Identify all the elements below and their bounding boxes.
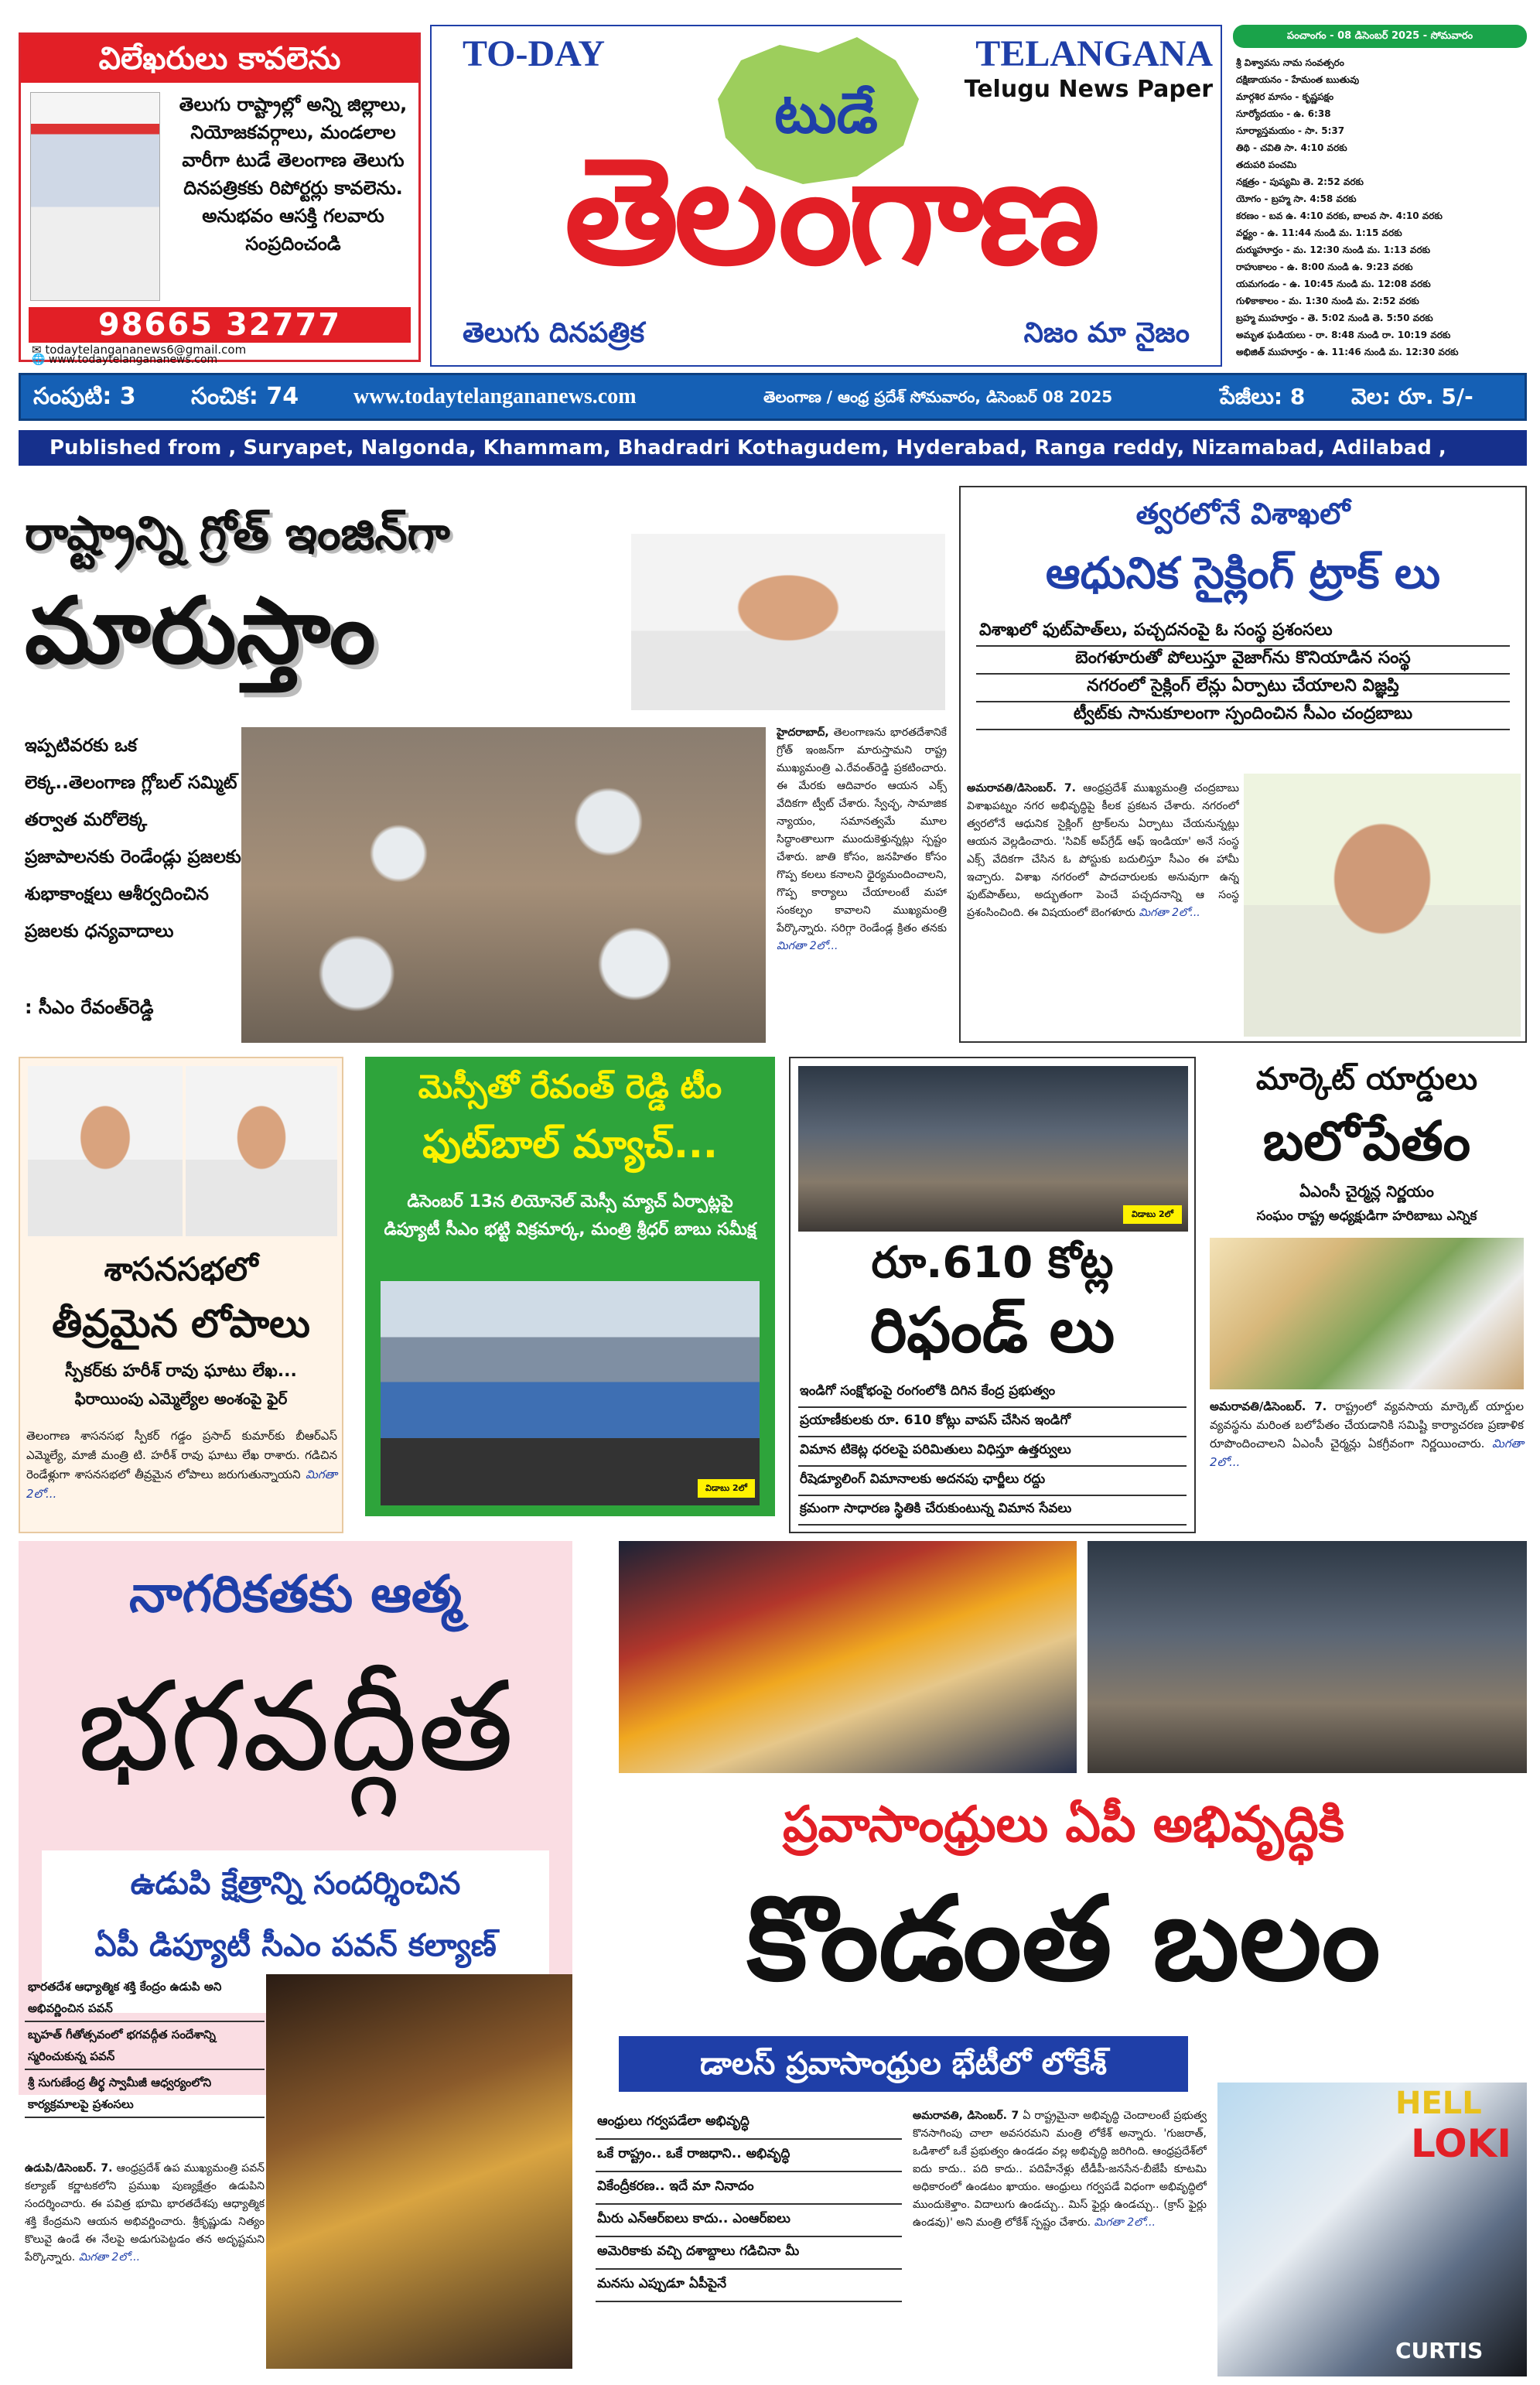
photo-text-curtis: CURTIS xyxy=(1395,2338,1484,2363)
market-kicker: మార్కెట్ యార్డులు xyxy=(1255,1061,1478,1097)
website-link[interactable]: www.todaytelangananews.com xyxy=(353,384,637,408)
messi-headline-1: మెస్సీతో రేవంత్ రెడ్డి టీం xyxy=(418,1068,722,1105)
vizag-bullets xyxy=(976,619,1510,730)
lokesh-speech-photo xyxy=(1217,2083,1527,2376)
refund-bullet: విమాన టికెట్ల ధరలపై పరిమితులు విధిస్తూ ఉత్తర్వులు xyxy=(798,1437,1187,1467)
vizag-bullet: నగరంలో సైక్లింగ్ లేన్లు ఏర్పాటు చేయాలని విజ్ఞప్తి xyxy=(976,675,1510,702)
nri-dateline: అమరావతి, డిసెంబర్. 7 xyxy=(913,2110,1019,2122)
nri-body xyxy=(913,2107,1207,2370)
panchangam-line: నక్షత్రం - పుష్యమి తె. 2:52 వరకు xyxy=(1236,176,1364,187)
lead-dateline: హైదరాబాద్, xyxy=(777,726,829,739)
refund-bullet: క్రమంగా సాధారణ స్థితికి చేరుకుంటున్న విమాన సేవలు xyxy=(798,1496,1187,1526)
panchangam-line: వర్జ్యం - ఉ. 11:44 నుండి మ. 1:15 వరకు xyxy=(1236,227,1402,238)
tagline-right: నిజం మా నైజం xyxy=(1023,317,1190,349)
nri-bullet: అమెరికాకు వచ్చి దశాబ్దాలు గడిచినా మీ xyxy=(596,2237,902,2270)
messi-photo-tag: విడాబు 2లో xyxy=(698,1479,755,1498)
ad-title: విలేఖరులు కావలెను xyxy=(21,35,418,83)
panchangam-line: యోగం - బ్రహ్మ సా. 4:58 వరకు xyxy=(1236,193,1357,204)
gita-body-text: ఆంధ్రప్రదేశ్ ఉప ముఖ్యమంత్రి పవన్ కల్యాణ్ కర్ణాటకలోని ప్రముఖ పుణ్యక్షేత్రం ఉడుపిని సందర్శించారు. ఈ పవిత్ర భూమి భారతదేశపు ఆధ్యాత్మిక శక్తి కేంద్రమని ఆయన అభివర్ణించారు. శ్రీకృష్ణుడు నిత్యం కొలువై ఉండే ఈ నేలపై అడుగుపెట్టడం తన అదృష్టమని పేర్కొన్నారు. xyxy=(25,2162,265,2264)
nri-bullets xyxy=(596,2107,902,2302)
volume: సంపుటి: 3 xyxy=(33,383,136,410)
refund-photo-tag: విడాబు 2లో xyxy=(1123,1205,1182,1224)
vizag-bullet: బెంగళూరుతో పోలుస్తూ వైజాగ్‌ను కొనియాడిన సంస్థ xyxy=(976,647,1510,675)
chandrababu-photo xyxy=(1244,774,1521,1037)
gita-bullets xyxy=(25,1974,265,2118)
panchangam-line: సూర్యోదయం - ఉ. 6:38 xyxy=(1236,108,1331,119)
gita-sub2: ఏపీ డిప్యూటీ సీఎం పవన్ కల్యాణ్ xyxy=(94,1928,497,1963)
lead-more-link[interactable]: మిగతా 2లో... xyxy=(777,940,838,952)
recruitment-ad xyxy=(19,32,421,366)
messi-story xyxy=(365,1057,775,1516)
messi-headline-2: ఫుట్‌బాల్ మ్యాచ్... xyxy=(422,1122,718,1167)
nri-bullet: వికేంద్రీకరణ.. ఇదే మా నినాదం xyxy=(596,2172,902,2205)
nri-more-link[interactable]: మిగతా 2లో... xyxy=(1094,2216,1156,2229)
messi-review-photo xyxy=(381,1281,760,1505)
vizag-headline: ఆధునిక సైక్లింగ్ ట్రాక్ లు xyxy=(1045,548,1441,599)
gita-more-link[interactable]: మిగతా 2లో... xyxy=(78,2251,141,2264)
market-more-link[interactable]: మిగతా 2లో... xyxy=(1210,1437,1524,1469)
gita-kicker: నాగరికతకు ఆత్మ xyxy=(128,1564,463,1624)
harish-body-text: తెలంగాణ శాసనసభ స్పీకర్ గడ్డం ప్రసాద్ కుమార్‌కు బీఆర్ఎస్ ఎమ్మెల్యే, మాజీ మంత్రి టి. హరీశ్ రావు ఘాటు లేఖ రాశారు. గడిచిన రెండేళ్లుగా శాసనసభలో తీవ్రమైన లోపాలు జరుగుతున్నాయని xyxy=(26,1429,337,1481)
published-from: Published from , Suryapet, Nalgonda, Khammam, Bhadradri Kothagudem, Hyderabad, Ranga reddy, Nizamabad, Adilabad , xyxy=(19,430,1527,466)
lead-body-text: తెలంగాణను భారతదేశానికే గ్రోత్ ఇంజన్‌గా మారుస్తామని రాష్ట్ర ముఖ్యమంత్రి ఎ.రేవంత్‌రెడ్డి ప్రకటించారు. ఈ మేరకు ఆదివారం ఆయన ఎక్స్ వేదికగా ట్వీట్ చేశారు. స్వేచ్ఛ, సామాజిక న్యాయం, సమానత్వమే మూల సిద్ధాంతాలుగా ముందుకెళ్తున్నట్లు స్పష్టం చేశారు. జాతి కోసం, జనహితం కోసం గొప్ప కలలు కనాలని ధైర్యమందించాలని, గొప్ప కార్యాలు చేయాలంటే మహా సంకల్పం కావాలని ముఖ్యమంత్రి పేర్కొన్నారు. సరిగ్గా రెండేండ్ల క్రితం తనకు xyxy=(777,726,947,935)
panchangam-line: శ్రీ విశ్వావసు నామ సంవత్సరం xyxy=(1236,57,1344,68)
messi-sub: డిసెంబర్ 13న లియోనెల్ మెస్సీ మ్యాచ్ ఏర్పాట్లపై డిప్యూటీ సీఎం భట్టి విక్రమార్క, మంత్రి శ్రీధర్ బాబు సమీక్ష xyxy=(384,1192,756,1239)
gita-bullet: బృహత్ గీతోత్సవంలో భగవద్గీత సందేశాన్ని స్మరించుకున్న పవన్ xyxy=(25,2022,265,2070)
masthead-sub: Telugu News Paper xyxy=(964,76,1213,103)
vizag-bullet: ట్వీట్‌కు సానుకూలంగా స్పందించిన సీఎం చంద్రబాబు xyxy=(976,702,1510,730)
logo-big: తెలంగాణ xyxy=(564,126,1096,297)
panchangam-line: దుర్ముహూర్తం - మ. 12:30 నుండి మ. 1:13 వరకు xyxy=(1236,244,1430,255)
summit-aerial-photo xyxy=(241,727,766,1043)
market-headline: బలోపేతం xyxy=(1262,1109,1471,1173)
panchangam-line: కరణం - బవ ఉ. 4:10 వరకు, బాలవ సా. 4:10 వరకు xyxy=(1236,210,1443,221)
ad-website-text: www.todaytelangananews.com xyxy=(48,354,218,366)
harish-sub1: స్పీకర్‌కు హరీశ్ రావు ఘాటు లేఖ... xyxy=(65,1362,297,1381)
ad-newspaper-image xyxy=(30,92,160,301)
panchangam-line: సూర్యాస్తమయం - సా. 5:37 xyxy=(1236,125,1345,136)
lead-body xyxy=(777,724,947,1044)
panchangam-line: గుళికాకాలం - మ. 1:30 నుండి మ. 2:52 వరకు xyxy=(1236,296,1419,306)
panchangam-lines xyxy=(1236,54,1527,360)
vizag-more-link[interactable]: మిగతా 2లో... xyxy=(1139,907,1200,919)
ad-email-text: todaytelangananews6@gmail.com xyxy=(45,343,247,357)
gita-sub1: ఉడుపి క్షేత్రాన్ని సందర్శించిన xyxy=(130,1866,461,1902)
gita-bullet: శ్రీ సుగుణేంద్ర తీర్థ స్వామీజీ ఆధ్వర్యంలోని కార్యక్రమాలపై ప్రశంసలు xyxy=(25,2070,265,2118)
logo-small: టుడే xyxy=(774,80,878,145)
vizag-body xyxy=(967,780,1239,1037)
panchangam-line: అమృత ఘడియలు - రా. 8:48 నుండి రా. 10:19 వరకు xyxy=(1236,330,1451,340)
harish-sub2: ఫిరాయింపు ఎమ్మెల్యేల అంశంపై ఫైర్ xyxy=(74,1389,288,1408)
panchangam xyxy=(1233,25,1527,367)
nri-body-text: ఏ రాష్ట్రమైనా అభివృద్ధి చెందాలంటే ప్రభుత్వ కొనసాగింపు చాలా అవసరమని మంత్రి లోకేశ్ అన్నారు. 'గుజరాత్, ఒడిశాలో ఒకే ప్రభుత్వం ఉండడం వల్ల అభివృద్ధి జరిగింది. ఆంధ్రప్రదేశ్‌లో ఐదు కాదు.. పది కాదు.. పదిహేనేళ్లు టీడీపీ-జనసేన-బీజేపీ కూటమి అధికారంలో ఉండటం ఖాయం. ఆంధ్రులు గర్వపడే విధంగా అభివృద్ధిలో ముందుకెళ్తాం. విదాలుగు ఉండచ్చు.. మిస్ ఫైర్లు ఉండచ్చు.. (క్రాస్ ఫైర్లు ఉండవు)' అని మంత్రి లోకేశ్ స్పష్టం చేశారు. xyxy=(913,2110,1207,2229)
market-body xyxy=(1210,1397,1524,1471)
vizag-dateline: అమరావతి/డిసెంబర్. 7. xyxy=(967,782,1076,794)
nri-bullet: ఆంధ్రులు గర్వపడేలా అభివృద్ధి xyxy=(596,2107,902,2140)
masthead xyxy=(430,25,1222,367)
market-sub2: సంఘం రాష్ట్ర అధ్యక్షుడిగా హరిబాబు ఎన్నిక xyxy=(1256,1208,1477,1224)
nri-bullet: మనసు ఎప్పుడూ ఏపీపైనే xyxy=(596,2270,902,2302)
tagline-left: తెలుగు దినపత్రిక xyxy=(463,317,645,349)
gita-bullet: భారతదేశ ఆధ్యాత్మిక శక్తి కేంద్రం ఉడుపి అని అభివర్ణించిన పవన్ xyxy=(25,1974,265,2022)
nri-banner: డాలస్ ప్రవాసాంధ్రుల భేటీలో లోకేశ్ xyxy=(619,2036,1188,2092)
price: వెల: రూ. 5/- xyxy=(1351,384,1473,409)
refund-bullet: ఇండిగో సంక్షోభంపై రంగంలోకి దిగిన కేంద్ర ప్రభుత్వం xyxy=(798,1379,1187,1408)
gita-body xyxy=(25,2160,265,2369)
vizag-bullet: విశాఖలో ఫుట్‌పాత్‌లు, పచ్చదనంపై ఓ సంస్థ ప్రశంసలు xyxy=(976,619,1510,647)
harish-photo xyxy=(186,1066,337,1236)
nri-kicker: ప్రవాసాంధ్రులు ఏపీ అభివృద్ధికి xyxy=(782,1796,1345,1854)
ad-website: 🌐 www.todaytelangananews.com xyxy=(32,354,218,366)
photo-text-hell: HELL xyxy=(1395,2086,1482,2121)
speaker-photo xyxy=(28,1066,183,1236)
nri-headline: కొండంత బలం xyxy=(746,1872,1381,2007)
lead-quote: ఇప్పటివరకు ఒక లెక్క..తెలంగాణ గ్లోబల్ సమ్మిట్ తర్వాత మరోలెక్క ప్రజాపాలనకు రెండేండ్లు ప్రజలకు శుభాకాంక్షలు ఆశీర్వదించిన ప్రజలకు ధన్యవాదాలు xyxy=(25,736,241,941)
market-dateline: అమరావతి/డిసెంబర్. 7. xyxy=(1210,1399,1327,1413)
amc-chairmen-photo xyxy=(1210,1238,1524,1389)
pawan-udupi-photo xyxy=(266,1974,572,2369)
lead-kicker: రాష్ట్రాన్ని గ్రోత్ ఇంజిన్‌గా xyxy=(25,507,450,561)
statue-tribute-photo xyxy=(619,1541,1077,1773)
vizag-story xyxy=(959,486,1527,1043)
refund-bullet: ప్రయాణీకులకు రూ. 610 కోట్లు వాపస్ చేసిన ఇండిగో xyxy=(798,1408,1187,1437)
ad-phone: 98665 32777 xyxy=(29,307,411,343)
lead-headline: మారుస్తాం xyxy=(25,577,376,684)
harish-more-link[interactable]: మిగతా 2లో... xyxy=(26,1468,337,1501)
masthead-left: TO-DAY xyxy=(463,33,606,74)
panchangam-line: బ్రహ్మ ముహూర్తం - తె. 5:02 నుండి తె. 5:50 వరకు xyxy=(1236,313,1433,323)
market-body-text: రాష్ట్రంలో వ్యవసాయ మార్కెట్ యార్డుల వ్యవస్థను మరింత బలోపేతం చేయడానికి సమిష్టి కార్యాచరణ ప్రణాళిక రూపొందించాలని ఏఎంసీ చైర్మన్లు ఏకగ్రీవంగా నిర్ణయించారు. xyxy=(1210,1399,1524,1450)
lead-attribution: : సీఎం రేవంత్‌రెడ్డి xyxy=(25,996,154,1018)
nri-bullet: మీరు ఎన్ఆర్ఐలు కాదు.. ఎంఆర్ఐలు xyxy=(596,2205,902,2237)
refund-bullets xyxy=(798,1379,1187,1526)
refund-story xyxy=(789,1057,1196,1533)
refund-bullet: రీషెడ్యూలింగ్ విమానాలకు అదనపు ఛార్జీలు రద్దు xyxy=(798,1467,1187,1496)
market-story xyxy=(1207,1057,1527,1533)
vizag-kicker: త్వరలోనే విశాఖలో xyxy=(1135,497,1350,531)
info-bar xyxy=(19,373,1527,421)
nri-story xyxy=(588,1541,1527,2376)
harish-body xyxy=(26,1427,337,1504)
ad-body: తెలుగు రాష్ట్రాల్లో అన్ని జిల్లాలు, నియోజకవర్గాలు, మండలాల వారీగా టుడే తెలంగాణ తెలుగు దినపత్రికకు రిపోర్టర్లు కావలెను. అనుభవం ఆసక్తి గలవారు సంప్రదించండి xyxy=(179,94,408,255)
panchangam-line: యమగండం - ఉ. 10:45 నుండి మ. 12:08 వరకు xyxy=(1236,278,1431,289)
vizag-body-text: ఆంధ్రప్రదేశ్ ముఖ్యమంత్రి చంద్రబాబు విశాఖపట్నం నగర అభివృద్ధిపై కీలక ప్రకటన చేశారు. నగరంలో త్వరలోనే ఆధునిక సైక్లింగ్ ట్రాక్‌లను ఏర్పాటు చేయనున్నట్లు ఆయన వెల్లడించారు. 'సివిక్ అప్‌గ్రేడ్ ఆఫ్ ఇండియా' అనే సంస్థ ఎక్స్ వేదికగా చేసిన ఓ పోస్టుకు బదులిస్తూ సీఎం ఈ హామీ ఇచ్చారు. విశాఖ నగరంలో పాదచారులకు అనువుగా ఉన్న ఫుట్‌పాత్‌లు, అద్భుతంగా పెంచే పచ్చదనాన్ని ఆ సంస్థ ప్రశంసించింది. ఈ విషయంలో బెంగళూరు xyxy=(967,782,1239,919)
panchangam-line: రాహుకాలం - ఉ. 8:00 నుండి ఉ. 9:23 వరకు xyxy=(1236,261,1413,272)
lokesh-crowd-photo xyxy=(1088,1541,1527,1773)
refund-headline-1: రూ.610 కోట్ల xyxy=(871,1238,1114,1288)
revanth-photo xyxy=(631,534,945,710)
nri-bullet: ఒకే రాష్ట్రం.. ఒకే రాజధాని.. అభివృద్ధి xyxy=(596,2140,902,2172)
edition-date: తెలంగాణ / ఆంధ్ర ప్రదేశ్ సోమవారం, డిసెంబర్ 08 2025 xyxy=(763,388,1113,406)
gita-dateline: ఉడుపి/డిసెంబర్. 7. xyxy=(25,2162,113,2175)
panchangam-line: మార్గశిర మాసం - కృష్ణపక్షం xyxy=(1236,91,1334,102)
panchangam-line: తదుపరి పంచమి xyxy=(1236,159,1297,170)
panchangam-line: అభిజిత్ ముహూర్తం - ఉ. 11:46 నుండి మ. 12:30 వరకు xyxy=(1236,347,1459,357)
photo-text-loki: LOKI xyxy=(1411,2121,1511,2166)
masthead-right: TELANGANA xyxy=(975,33,1213,74)
refund-headline-2: రిఫండ్ లు xyxy=(869,1294,1115,1366)
harish-kicker: శాసనసభలో xyxy=(104,1250,258,1288)
pages: పేజీలు: 8 xyxy=(1220,384,1306,409)
market-sub1: ఏఎంసీ చైర్మన్ల నిర్ణయం xyxy=(1299,1182,1434,1201)
panchangam-header: పంచాంగం - 08 డిసెంబర్ 2025 - సోమవారం xyxy=(1233,25,1527,48)
harish-story xyxy=(19,1057,343,1533)
ad-email: ✉ todaytelangananews6@gmail.com xyxy=(32,343,247,357)
panchangam-line: దక్షిణాయనం - హేమంత ఋతువు xyxy=(1236,74,1360,85)
lead-story xyxy=(19,495,947,1052)
harish-headline: తీవ్రమైన లోపాలు xyxy=(52,1301,310,1346)
gita-story xyxy=(19,1541,572,2376)
issue: సంచిక: 74 xyxy=(191,383,299,410)
panchangam-line: తిథి - చవితి సా. 4:10 వరకు xyxy=(1236,142,1347,153)
gita-headline: భగవద్గీత xyxy=(77,1654,514,1799)
